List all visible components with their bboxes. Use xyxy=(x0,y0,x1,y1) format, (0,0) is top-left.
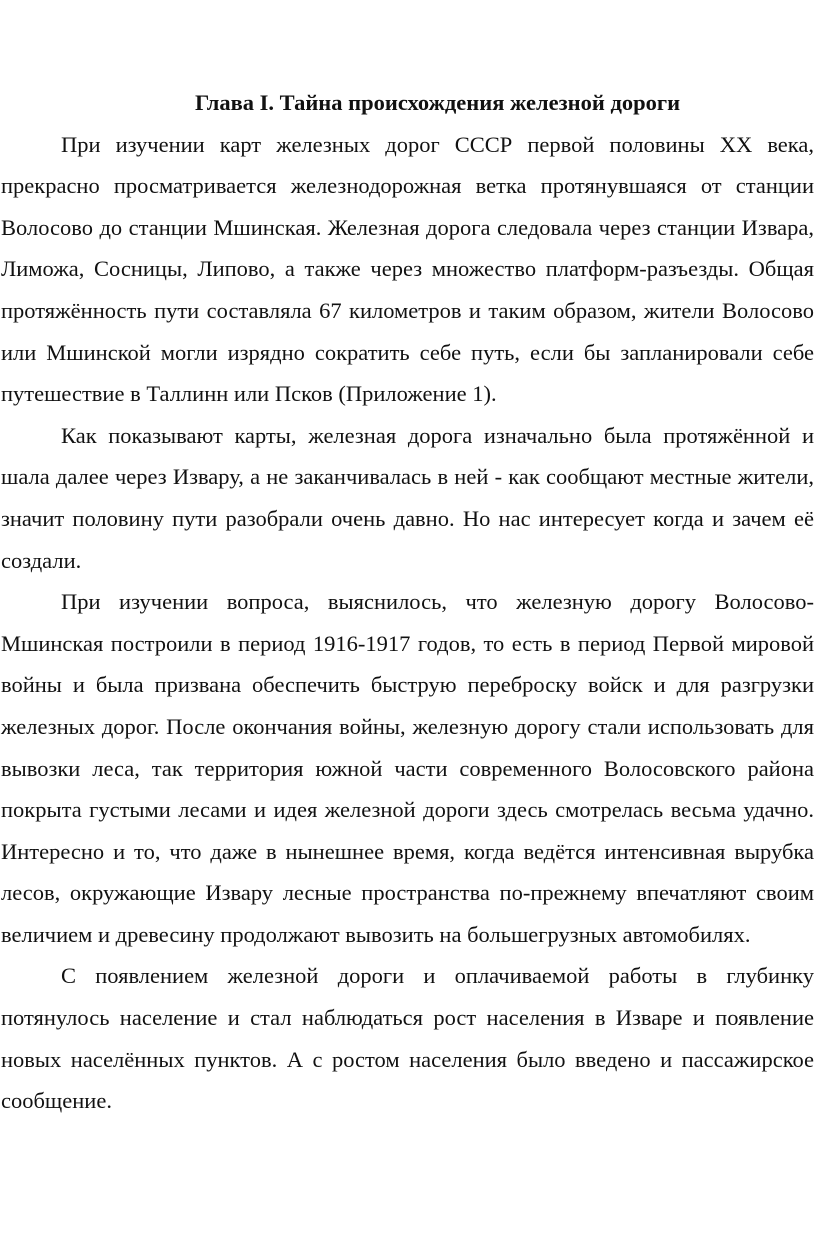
paragraph-construction-history: При изучении вопроса, выяснилось, что железную дорогу Волосово-Мшинская построили в период 1916-1917 годов, то есть в период Первой мировой войны и была призвана обеспечить быструю переброску войск и для разгрузки железных дорог. После окончания войны, железную дорогу стали использовать для вывозки леса, так территория южной части современного Волосовского района покрыта густыми лесами и идея железной дороги здесь смотрелась весьма удачно. Интересно и то, что даже в нынешнее время, когда ведётся интенсивная вырубка лесов, окружающие Извару лесные пространства по-прежнему впечатляют своим величием и древесину продолжают вывозить на большегрузных автомобилях. xyxy=(1,589,814,947)
paragraph-maps-evidence: Как показывают карты, железная дорога изначально была протяжённой и шала далее через Извару, а не заканчивалась в ней - как сообщают местные жители, значит половину пути разобрали очень давно. Но нас интересует когда и зачем её создали. xyxy=(1,422,814,573)
paragraph-railway-maps: При изучении карт железных дорог СССР первой половины XX века, прекрасно просматривается железнодорожная ветка протянувшаяся от станции Волосово до станции Мшинская. Железная дорога следовала через станции Извара, Лиможа, Сосницы, Липово, а также через множество платформ-разъезды. Общая протяжённость пути составляла 67 километров и таким образом, жители Волосово или Мшинской могли изрядно сократить себе путь, если бы запланировали себе путешествие в Таллинн или Псков (Приложение 1). xyxy=(1,131,814,407)
paragraph-population-growth: С появлением железной дороги и оплачиваемой работы в глубинку потянулось население и стал наблюдаться рост населения в Изваре и появление новых населённых пунктов. А с ростом населения было введено и пассажирское сообщение. xyxy=(1,963,814,1114)
chapter-title: Глава I. Тайна происхождения железной дороги xyxy=(194,90,681,115)
